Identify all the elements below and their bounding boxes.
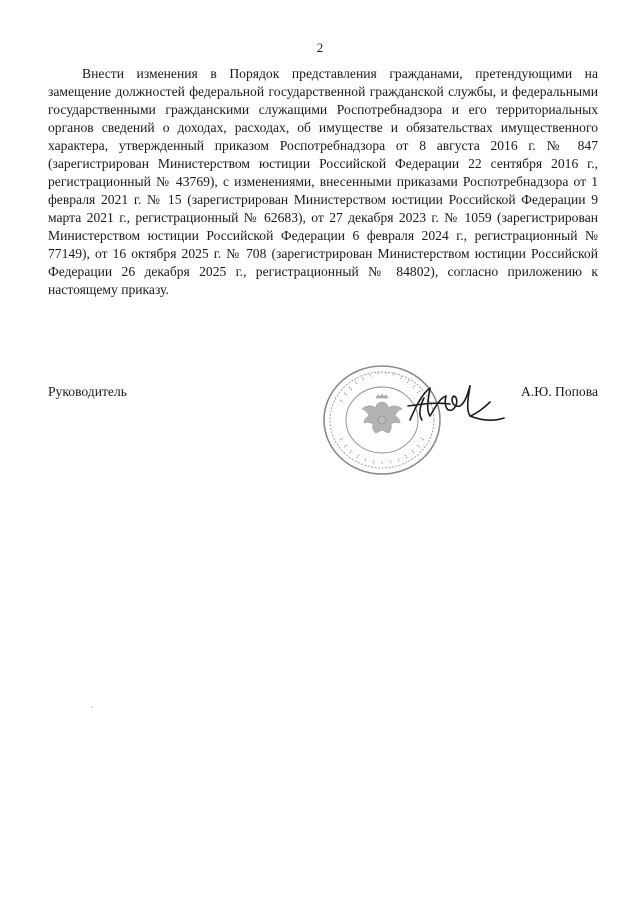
scan-speck [91,706,93,708]
signer-title: Руководитель [48,384,127,399]
signer-name: А.Ю. Попова [521,384,598,399]
order-paragraph: Внести изменения в Порядок представления гражданами, претендующими на замещение должностей федеральной государственной гражданской службы, и федеральными государственными гражданскими служащими Роспотребнадзора и его территориальных органов сведений о доходах, расходах, об имуществе и обязательствах имущественного характера, утвержденный приказом Роспотребнадзора от 8 августа 2016 г. № 847 (зарегистрирован Министерством юстиции Российской Федерации 22 сентября 2016 г., регистрационный № 43769), с изменениями, внесенными приказами Роспотребнадзора от 1 февраля 2021 г. № 15 (зарегистрирован Министерством юстиции Российской Федерации 9 марта 2021 г., регистрационный № 62683), от 27 декабря 2023 г. № 1059 (зарегистрирован Министерством юстиции Российской Федерации 6 февраля 2024 г., регистрационный № 77149), от 16 октября 2025 г. № 708 (зарегистрирован Министерством юстиции Российской Федерации 26 декабря 2025 г., регистрационный № 84802), согласно приложению к настоящему приказу. [48,66,598,297]
signature-block [48,384,598,404]
page-number: 2 [316,40,324,55]
